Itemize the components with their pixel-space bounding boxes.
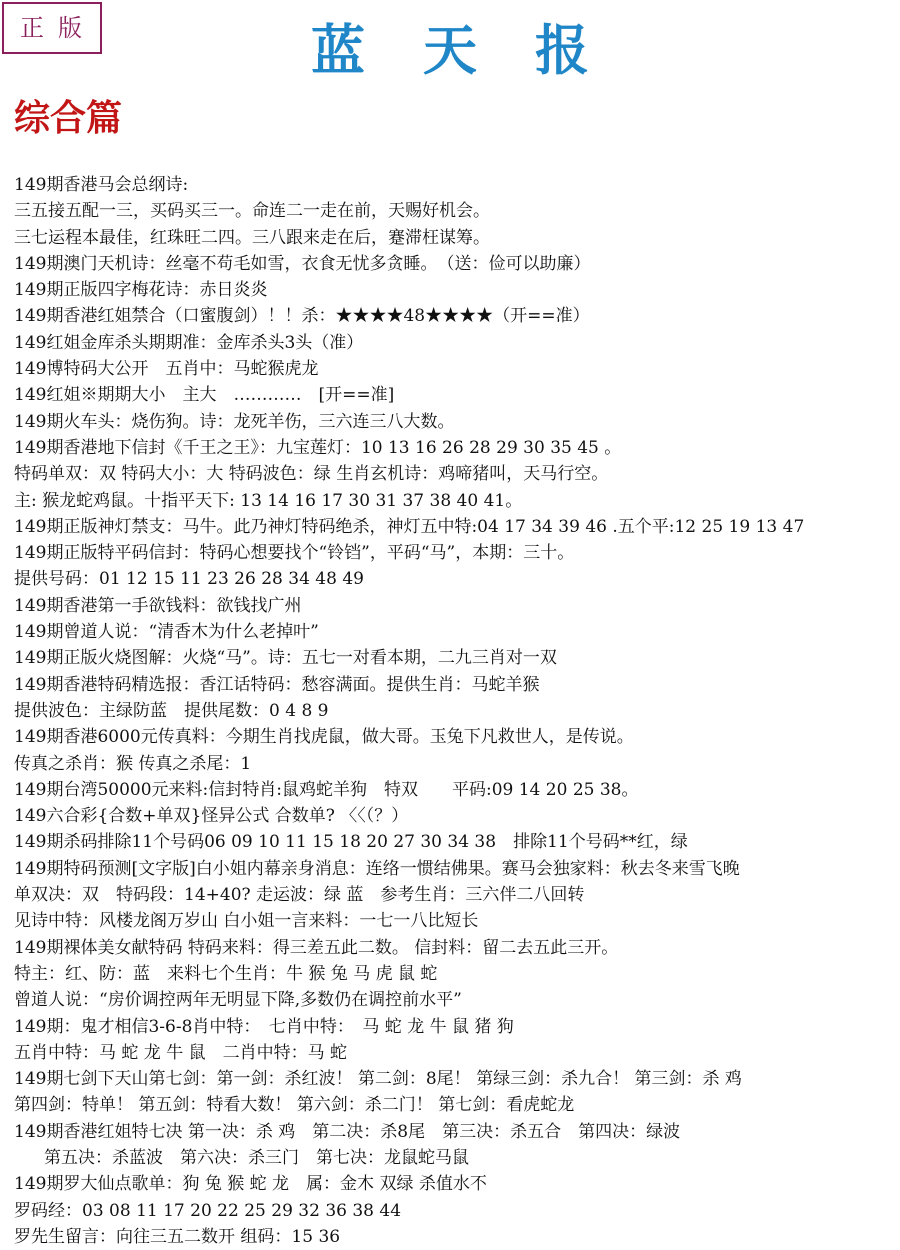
text-line: 提供波色：主绿防蓝 提供尾数：0 4 8 9 <box>14 700 329 721</box>
text-line: 149期香港第一手欲钱料：欲钱找广州 <box>14 595 302 616</box>
text-line: 五肖中特：马 蛇 龙 牛 鼠 二肖中特：马 蛇 <box>14 1042 348 1063</box>
text-line: 149期香港马会总纲诗: <box>14 175 189 195</box>
page-title: 蓝天报 <box>311 18 647 82</box>
text-line: 149期澳门天机诗：丝毫不苟毛如雪，衣食无忧多贪睡。 （送：俭可以助廉） <box>14 253 591 274</box>
text-line: 149期：鬼才相信3-6-8肖中特： 七肖中特： 马 蛇 龙 牛 鼠 猪 狗 <box>14 1016 514 1037</box>
text-line: 149期香港红姐禁合（口蜜腹剑）！！杀：★★★★48★★★★（开==准） <box>14 306 590 327</box>
text-line: 第五决：杀蓝波 第六决：杀三门 第七决：龙鼠蛇马鼠 <box>44 1147 469 1168</box>
text-line: 149期正版特平码信封：特码心想要找个“铃铛”，平码“马”，本期：三十。 <box>14 543 575 564</box>
text-line: 见诗中特：风楼龙阁万岁山 白小姐一言来料：一七一八比短长 <box>14 911 479 932</box>
text-line: 单双决：双 特码段：14+40? 走运波：绿 蓝 参考生肖：三六伴二八回转 <box>14 885 585 906</box>
text-line: 三五接五配一三，买码买三一。命连二一走在前，天赐好机会。 <box>14 201 490 222</box>
text-line: 149期正版四字梅花诗：赤日炎炎 <box>14 280 268 301</box>
text-line: 149期正版神灯禁支：马牛。此乃神灯特码绝杀，神灯五中特:04 17 34 39 46 .五个平:12 25 19 13 47 <box>14 516 805 537</box>
text-line: 149红姐※期期大小 主大 ………… [开==准] <box>14 385 395 406</box>
text-line: 特码单双：双 特码大小：大 特码波色：绿 生肖玄机诗：鸡啼猪叫，天马行空。 <box>14 464 609 485</box>
text-line: 149红姐金库杀头期期准：金库杀头3头（准） <box>14 332 364 353</box>
text-line: 曾道人说：“房价调控两年无明显下降,多数仍在调控前水平” <box>14 990 462 1011</box>
text-line: 149六合彩{合数+单双}怪异公式 合数单? 〈〈（？） <box>14 806 409 827</box>
article-body <box>14 172 898 1250</box>
text-line: 特主：红、防：蓝 来料七个生肖：牛 猴 兔 马 虎 鼠 蛇 <box>14 963 438 984</box>
text-line: 149期香港红姐特七决 第一决：杀 鸡 第二决：杀8尾 第三决：杀五合 第四决：绿波 <box>14 1121 681 1142</box>
text-line: 149期七剑下天山第七剑：第一剑：杀红波！ 第二剑：8尾！ 第绿三剑：杀九合！ 第三剑：杀 鸡 <box>14 1069 742 1090</box>
text-line: 149期裸体美女献特码 特码来料：得三差五此二数。 信封料：留二去五此三开。 <box>14 937 619 958</box>
text-line: 主: 猴龙蛇鸡鼠。十指平天下: 13 14 16 17 30 31 37 38 40 41。 <box>14 490 523 511</box>
text-line: 149期罗大仙点歌单：狗 兔 猴 蛇 龙 属：金木 双绿 杀值水不 <box>14 1174 487 1195</box>
edition-badge: 正版 <box>2 2 102 54</box>
text-line: 149期香港地下信封《千王之王》：九宝莲灯：10 13 16 26 28 29 30 35 45 。 <box>14 437 622 458</box>
text-line: 第四剑：特单！ 第五剑：特看大数！ 第六剑：杀二门！ 第七剑：看虎蛇龙 <box>14 1095 575 1116</box>
text-line: 提供号码：01 12 15 11 23 26 28 34 48 49 <box>14 569 364 590</box>
text-line: 罗码经：03 08 11 17 20 22 25 29 32 36 38 44 <box>14 1200 402 1221</box>
text-line: 149博特码大公开 五肖中：马蛇猴虎龙 <box>14 359 319 380</box>
text-line: 传真之杀肖：猴 传真之杀尾：1 <box>14 753 252 774</box>
text-line: 149期火车头：烧伤狗。诗：龙死羊伤，三六连三八大数。 <box>14 411 455 432</box>
text-line: 149期杀码排除11个号码06 09 10 11 15 18 20 27 30 34 38 排除11个号码**红，绿 <box>14 832 688 853</box>
text-line: 149期香港6000元传真料：今期生肖找虎鼠，做大哥。玉兔下凡救世人，是传说。 <box>14 727 634 748</box>
text-line: 149期台湾50000元来料:信封特肖:鼠鸡蛇羊狗 特双 平码:09 14 20 25 38。 <box>14 779 639 800</box>
text-line: 罗先生留言：向往三五二数开 组码：15 36 <box>14 1226 341 1247</box>
text-line: 149期曾道人说：“清香木为什么老掉叶” <box>14 622 319 643</box>
text-line: 149期特码预测[文字版]白小姐内幕亲身消息：连络一惯结佛果。赛马会独家料：秋去冬来雪飞晚 <box>14 858 740 879</box>
text-line: 149期香港特码精选报：香江话特码：愁容满面。提供生肖：马蛇羊猴 <box>14 674 540 695</box>
text-line: 149期正版火烧图解：火烧“马”。诗：五七一对看本期，二九三肖对一双 <box>14 648 557 669</box>
section-heading: 综合篇 <box>14 97 123 139</box>
text-line: 三七运程本最佳，红珠旺二四。三八跟来走在后，蹇滞枉谋筹。 <box>14 227 490 248</box>
